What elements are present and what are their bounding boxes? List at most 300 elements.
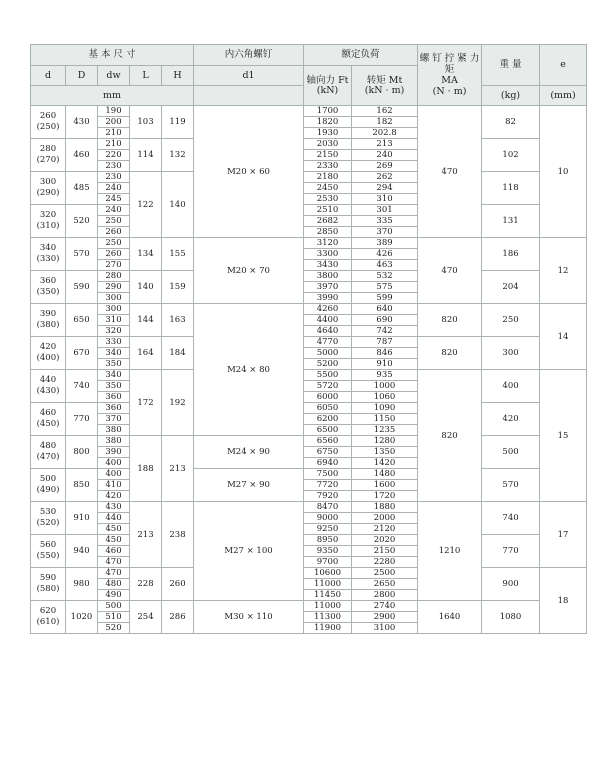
mt-cell: 269 [352,161,418,172]
dw-cell: 250 [98,216,130,227]
d-cell [31,139,66,172]
mt-cell: 575 [352,282,418,293]
ft-cell: 1700 [304,106,352,117]
table-row [31,304,587,315]
dw-cell: 340 [98,370,130,381]
weight-unit: (kg) [482,86,540,106]
ft-cell: 3430 [304,260,352,271]
ft-cell: 11000 [304,601,352,612]
mt-cell: 787 [352,337,418,348]
basic-dims-header: 基 本 尺 寸 [31,45,194,66]
mt-cell: 2020 [352,535,418,546]
dw-cell: 310 [98,315,130,326]
d-cell-line: (610) [36,617,60,627]
axial-force-header [304,66,352,106]
ft-cell: 3800 [304,271,352,282]
mt-cell: 1480 [352,469,418,480]
H-cell: 132 [162,139,194,172]
ft-cell: 7720 [304,480,352,491]
dw-cell: 460 [98,546,130,557]
D-cell: 650 [66,304,98,337]
torque-header [418,45,482,106]
D-cell: 800 [66,436,98,469]
table-row [31,271,587,282]
dw-cell: 380 [98,436,130,447]
D-cell: 590 [66,271,98,304]
mt-cell: 910 [352,359,418,370]
dw-cell: 500 [98,601,130,612]
e-cell: 15 [540,370,587,502]
table-row [31,238,587,249]
dw-cell: 210 [98,128,130,139]
table-row [31,172,587,183]
dw-cell: 370 [98,414,130,425]
d-cell-line: (350) [36,287,60,297]
d-cell [31,568,66,601]
ft-cell: 11450 [304,590,352,601]
bolt-cell: M20 × 70 [194,238,304,304]
mt-cell: 2150 [352,546,418,557]
table-row [31,370,587,381]
header-row-1 [31,45,587,66]
D-cell: 570 [66,238,98,271]
L-cell: 188 [130,436,162,502]
dw-cell: 400 [98,469,130,480]
ft-cell: 6200 [304,414,352,425]
d-cell-line: 460 [39,408,57,418]
mt-cell: 370 [352,227,418,238]
ft-cell: 6500 [304,425,352,436]
ft-cell: 4640 [304,326,352,337]
d-cell-line: (290) [36,188,60,198]
d-cell [31,238,66,271]
table-row [31,436,587,447]
ma-cell: 820 [418,370,482,502]
torque-mt-unit: (kN · m) [364,84,405,96]
d-cell-line: (520) [36,518,60,528]
table-row [31,139,587,150]
axial-force-unit: (kN) [316,84,339,96]
mt-cell: 335 [352,216,418,227]
D-cell: 850 [66,469,98,502]
ft-cell: 2530 [304,194,352,205]
ma-cell: 1210 [418,502,482,601]
L-cell: 122 [130,172,162,238]
mt-cell: 2900 [352,612,418,623]
ft-cell: 7500 [304,469,352,480]
dw-cell: 390 [98,447,130,458]
ft-cell: 4260 [304,304,352,315]
H-cell: 119 [162,106,194,139]
H-cell: 213 [162,436,194,502]
ft-cell: 9000 [304,513,352,524]
d-cell-line: (490) [36,485,60,495]
mt-cell: 162 [352,106,418,117]
weight-cell: 186 [482,238,540,271]
L-cell: 172 [130,370,162,436]
mt-cell: 310 [352,194,418,205]
H-cell: 159 [162,271,194,304]
dw-cell: 260 [98,227,130,238]
d-cell-line: 360 [39,276,57,286]
D-cell: 430 [66,106,98,139]
unit-mm-header: mm [31,86,194,106]
d-cell-line: (580) [36,584,60,594]
dw-cell: 350 [98,381,130,392]
d-cell-line: (450) [36,419,60,429]
L-header: L [130,66,162,86]
dw-cell: 380 [98,425,130,436]
mt-cell: 301 [352,205,418,216]
weight-cell: 900 [482,568,540,601]
table-row [31,205,587,216]
D-cell: 520 [66,205,98,238]
d-cell [31,205,66,238]
torque-symbol: MA [441,75,458,86]
e-cell: 14 [540,304,587,370]
d-cell-line: 300 [39,177,57,187]
d-cell-line: 420 [39,342,57,352]
mt-cell: 182 [352,117,418,128]
e-unit: (mm) [540,86,587,106]
mt-cell: 463 [352,260,418,271]
mt-cell: 846 [352,348,418,359]
d-cell-line: 260 [39,111,57,121]
ma-cell: 820 [418,304,482,337]
d-cell [31,370,66,403]
L-cell: 228 [130,568,162,601]
weight-cell: 500 [482,436,540,469]
ft-cell: 4770 [304,337,352,348]
ft-cell: 5000 [304,348,352,359]
table-row [31,535,587,546]
mt-cell: 1000 [352,381,418,392]
e-cell: 18 [540,568,587,634]
dw-cell: 300 [98,304,130,315]
mt-cell: 2740 [352,601,418,612]
dw-cell: 190 [98,106,130,117]
ft-cell: 11900 [304,623,352,634]
weight-cell: 400 [482,370,540,403]
dw-cell: 300 [98,293,130,304]
bolt-cell: M20 × 60 [194,106,304,238]
dw-cell: 280 [98,271,130,282]
weight-cell: 82 [482,106,540,139]
e-header: e [540,45,587,86]
ma-cell: 470 [418,106,482,238]
weight-cell: 300 [482,337,540,370]
weight-cell: 770 [482,535,540,568]
mt-cell: 1150 [352,414,418,425]
d-cell-line: (550) [36,551,60,561]
H-cell: 140 [162,172,194,238]
weight-cell: 102 [482,139,540,172]
d-cell-line: 320 [39,210,57,220]
D-cell: 770 [66,403,98,436]
dw-cell: 245 [98,194,130,205]
table-row [31,601,587,612]
d-header: d [31,66,66,86]
ft-cell: 3970 [304,282,352,293]
dw-cell: 220 [98,150,130,161]
mt-cell: 2000 [352,513,418,524]
d-cell-line: (470) [36,452,60,462]
dw-cell: 510 [98,612,130,623]
dw-cell: 470 [98,557,130,568]
weight-cell: 118 [482,172,540,205]
d-cell-line: 390 [39,309,57,319]
mt-cell: 3100 [352,623,418,634]
ft-cell: 3990 [304,293,352,304]
d-cell-line: 340 [39,243,57,253]
d-cell-line: (250) [36,122,60,132]
L-cell: 254 [130,601,162,634]
table-row [31,106,587,117]
mt-cell: 1350 [352,447,418,458]
H-header: H [162,66,194,86]
d-cell [31,106,66,139]
mt-cell: 294 [352,183,418,194]
e-cell: 17 [540,502,587,568]
D-cell: 1020 [66,601,98,634]
mt-cell: 202.8 [352,128,418,139]
e-cell: 10 [540,106,587,238]
d-cell-line: (310) [36,221,60,231]
d-cell-line: 530 [39,507,57,517]
ft-cell: 2150 [304,150,352,161]
weight-cell: 250 [482,304,540,337]
weight-cell: 204 [482,271,540,304]
H-cell: 192 [162,370,194,436]
ft-cell: 2330 [304,161,352,172]
d-cell [31,436,66,469]
weight-cell: 570 [482,469,540,502]
ft-cell: 2030 [304,139,352,150]
mt-cell: 1235 [352,425,418,436]
dw-cell: 290 [98,282,130,293]
D-cell: 980 [66,568,98,601]
mt-cell: 935 [352,370,418,381]
mt-cell: 389 [352,238,418,249]
D-cell: 910 [66,502,98,535]
weight-cell: 131 [482,205,540,238]
ft-cell: 2682 [304,216,352,227]
mt-cell: 1600 [352,480,418,491]
mt-cell: 1280 [352,436,418,447]
d-cell-line: 590 [39,573,57,583]
d-cell [31,304,66,337]
mt-cell: 2120 [352,524,418,535]
mt-cell: 599 [352,293,418,304]
d-cell [31,172,66,205]
L-cell: 140 [130,271,162,304]
D-cell: 485 [66,172,98,205]
dw-cell: 260 [98,249,130,260]
ft-cell: 3120 [304,238,352,249]
ft-cell: 2510 [304,205,352,216]
ft-cell: 2850 [304,227,352,238]
d-cell [31,403,66,436]
ft-cell: 3300 [304,249,352,260]
mt-cell: 2650 [352,579,418,590]
d-cell [31,601,66,634]
d-cell-line: 440 [39,375,57,385]
mt-cell: 2500 [352,568,418,579]
e-cell: 12 [540,238,587,304]
d-cell-line: (430) [36,386,60,396]
mt-cell: 1060 [352,392,418,403]
ft-cell: 9250 [304,524,352,535]
weight-cell: 420 [482,403,540,436]
mt-cell: 1090 [352,403,418,414]
mt-cell: 640 [352,304,418,315]
L-cell: 134 [130,238,162,271]
table-row [31,568,587,579]
ft-cell: 9350 [304,546,352,557]
table-row [31,337,587,348]
ft-cell: 5500 [304,370,352,381]
bolt-cell: M27 × 90 [194,469,304,502]
table-row [31,502,587,513]
ft-cell: 7920 [304,491,352,502]
ft-cell: 6050 [304,403,352,414]
bolt-unit-blank [194,86,304,106]
ft-cell: 10600 [304,568,352,579]
bolt-header: 内六角螺钉 [194,45,304,66]
H-cell: 260 [162,568,194,601]
dw-cell: 450 [98,535,130,546]
d-cell-line: (270) [36,155,60,165]
L-cell: 164 [130,337,162,370]
d-cell-line: (380) [36,320,60,330]
dw-cell: 240 [98,205,130,216]
ft-cell: 6750 [304,447,352,458]
table-row [31,403,587,414]
ma-cell: 820 [418,337,482,370]
mt-cell: 690 [352,315,418,326]
ft-cell: 6560 [304,436,352,447]
ma-cell: 470 [418,238,482,304]
dw-cell: 330 [98,337,130,348]
axial-force-label: 轴向力 Ft [306,74,349,86]
weight-cell: 740 [482,502,540,535]
d-cell-line: 620 [39,606,57,616]
d-cell-line: 280 [39,144,57,154]
bolt-cell: M24 × 90 [194,436,304,469]
H-cell: 155 [162,238,194,271]
H-cell: 286 [162,601,194,634]
dw-cell: 470 [98,568,130,579]
ft-cell: 9700 [304,557,352,568]
d1-header: d1 [194,66,304,86]
dw-cell: 320 [98,326,130,337]
dw-cell: 440 [98,513,130,524]
mt-cell: 1880 [352,502,418,513]
mt-cell: 240 [352,150,418,161]
dw-cell: 490 [98,590,130,601]
d-cell-line: 480 [39,441,57,451]
L-cell: 144 [130,304,162,337]
mt-cell: 2800 [352,590,418,601]
H-cell: 238 [162,502,194,568]
mt-cell: 1720 [352,491,418,502]
dw-cell: 210 [98,139,130,150]
ft-cell: 2450 [304,183,352,194]
ft-cell: 1820 [304,117,352,128]
ft-cell: 6000 [304,392,352,403]
D-header: D [66,66,98,86]
dw-cell: 240 [98,183,130,194]
dw-cell: 250 [98,238,130,249]
dw-cell: 450 [98,524,130,535]
bolt-cell: M24 × 80 [194,304,304,436]
mt-cell: 213 [352,139,418,150]
ft-cell: 2180 [304,172,352,183]
ft-cell: 11300 [304,612,352,623]
dw-cell: 360 [98,392,130,403]
mt-cell: 2280 [352,557,418,568]
ft-cell: 4400 [304,315,352,326]
mt-cell: 262 [352,172,418,183]
dw-cell: 230 [98,172,130,183]
ft-cell: 6940 [304,458,352,469]
dw-cell: 520 [98,623,130,634]
torque-mt-header [352,66,418,106]
d-cell [31,469,66,502]
H-cell: 163 [162,304,194,337]
dw-cell: 270 [98,260,130,271]
d-cell-line: 560 [39,540,57,550]
bolt-cell: M30 × 110 [194,601,304,634]
dw-cell: 410 [98,480,130,491]
weight-cell: 1080 [482,601,540,634]
dw-cell: 420 [98,491,130,502]
d-cell [31,337,66,370]
bolt-cell: M27 × 100 [194,502,304,601]
D-cell: 740 [66,370,98,403]
spec-table [30,44,587,634]
L-cell: 114 [130,139,162,172]
mt-cell: 532 [352,271,418,282]
torque-label: 螺 钉 拧 紧 力 矩 [419,53,480,75]
torque-unit: (N · m) [432,86,467,97]
dw-cell: 230 [98,161,130,172]
dw-cell: 340 [98,348,130,359]
mt-cell: 742 [352,326,418,337]
d-cell [31,535,66,568]
D-cell: 940 [66,535,98,568]
mt-cell: 426 [352,249,418,260]
rated-load-header: 额定负荷 [304,45,418,66]
table-row [31,469,587,480]
d-cell-line: (330) [36,254,60,264]
dw-cell: 430 [98,502,130,513]
d-cell [31,271,66,304]
dw-cell: 360 [98,403,130,414]
ft-cell: 11000 [304,579,352,590]
ft-cell: 5200 [304,359,352,370]
L-cell: 103 [130,106,162,139]
dw-cell: 350 [98,359,130,370]
ft-cell: 1930 [304,128,352,139]
weight-header: 重 量 [482,45,540,86]
d-cell [31,502,66,535]
dw-header: dw [98,66,130,86]
D-cell: 670 [66,337,98,370]
dw-cell: 200 [98,117,130,128]
dw-cell: 400 [98,458,130,469]
ft-cell: 8950 [304,535,352,546]
